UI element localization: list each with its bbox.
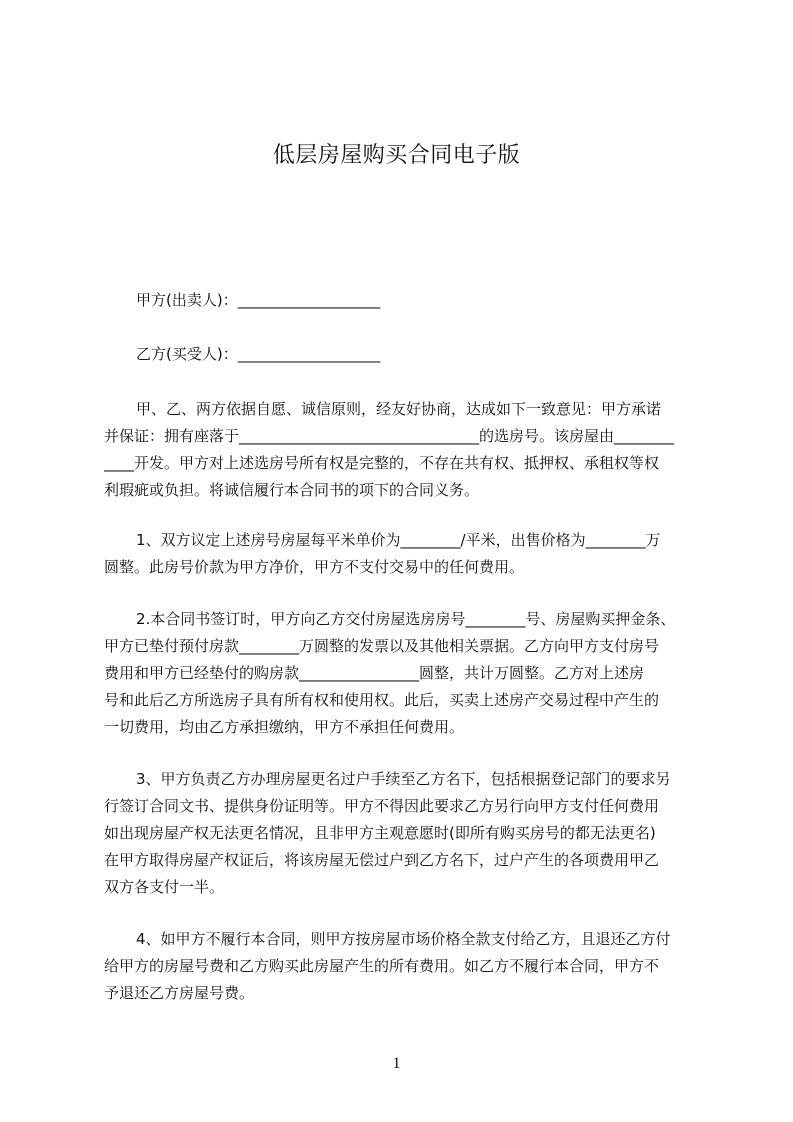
text-line: 并保证：拥有座落于________________________________的选房号。该房屋由________ <box>104 427 675 445</box>
text-line: 甲、乙、两方依据自愿、诚信原则，经友好协商，达成如下一致意见：甲方承诺 <box>136 400 662 418</box>
text-line: ____开发。甲方对上述选房号所有权是完整的，不存在共有权、抵押权、承租权等权 <box>104 454 660 472</box>
party-a-line: 甲方(出卖人)：___________________ <box>136 291 381 309</box>
text-line: 圆整。此房号价款为甲方净价，甲方不支付交易中的任何费用。 <box>104 558 525 576</box>
text-line: 一切费用，均由乙方承担缴纳，甲方不承担任何费用。 <box>104 718 465 736</box>
document-title: 低层房屋购买合同电子版 <box>272 143 521 168</box>
text-line: 3、甲方负责乙方办理房屋更名过户手续至乙方名下，包括根据登记部门的要求另 <box>136 770 671 788</box>
party-b-line: 乙方(买受人)：___________________ <box>136 345 381 363</box>
text-line: 甲方已垫付预付房款________万圆整的发票以及其他相关票据。乙方向甲方支付房号 <box>104 637 660 655</box>
page-number: 1 <box>392 1055 401 1072</box>
text-line: 双方各支付一半。 <box>104 878 225 896</box>
text-line: 4、如甲方不履行本合同，则甲方按房屋市场价格全款支付给乙方，且退还乙方付 <box>136 930 671 948</box>
text-line: 号和此后乙方所选房子具有所有权和使用权。此后，买卖上述房产交易过程中产生的 <box>104 691 660 709</box>
text-line: 费用和甲方已经垫付的购房款________________圆整，共计万圆整。乙方对上述房 <box>104 664 645 682</box>
text-line: 予退还乙方房屋号费。 <box>104 984 255 1002</box>
text-line: 利瑕疵或负担。将诚信履行本合同书的项下的合同义务。 <box>104 481 480 499</box>
text-line: 如出现房屋产权无法更名情况，且非甲方主观意愿时(即所有购买房号的都无法更名) <box>104 824 656 842</box>
text-line: 1、双方议定上述房号房屋每平米单价为________/平米，出售价格为________万 <box>136 531 661 549</box>
text-line: 给甲方的房屋号费和乙方购买此房屋产生的所有费用。如乙方不履行本合同，甲方不 <box>104 957 660 975</box>
text-line: 2.本合同书签订时，甲方向乙方交付房屋选房房号________号、房屋购买押金条、 <box>136 610 676 628</box>
text-line: 行签订合同文书、提供身份证明等。甲方不得因此要求乙方另行向甲方支付任何费用 <box>104 797 660 815</box>
text-line: 在甲方取得房屋产权证后，将该房屋无偿过户到乙方名下，过户产生的各项费用甲乙 <box>104 851 660 869</box>
